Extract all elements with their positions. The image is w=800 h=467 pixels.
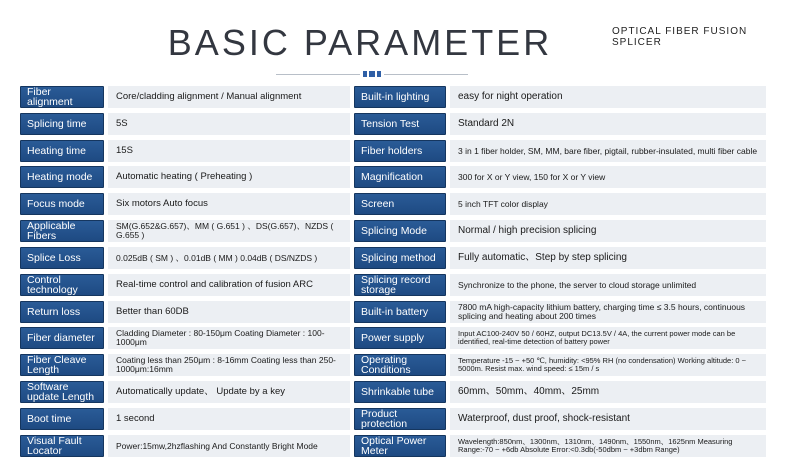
page-title: BASIC PARAMETER <box>167 22 553 63</box>
param-value: 15S <box>108 140 350 162</box>
param-row <box>20 354 350 376</box>
param-row <box>20 435 350 457</box>
param-row <box>354 247 766 269</box>
param-label: Operating Conditions <box>354 354 446 376</box>
param-value: Wavelength:850nm、1300nm、1310nm、1490nm、1550nm、1625nm Measuring Range:-70 ~ +6db Absolute Error:<0.3db(-50dbm ~ +3dbm Range) <box>450 435 766 457</box>
param-value: Automatic heating ( Preheating ) <box>108 166 350 188</box>
param-label: Return loss <box>20 301 104 323</box>
param-value: 60mm、50mm、40mm、25mm <box>450 381 766 403</box>
param-row <box>354 140 766 162</box>
param-row <box>20 327 350 349</box>
param-label: Fiber alignment <box>20 86 104 108</box>
product-subtitle: OPTICAL FIBER FUSION SPLICER <box>612 26 748 48</box>
param-label: Splicing record storage <box>354 274 446 296</box>
param-label: Screen <box>354 193 446 215</box>
param-row <box>354 435 766 457</box>
param-label: Applicable Fibers <box>20 220 104 242</box>
param-label: Product protection <box>354 408 446 430</box>
param-label: Shrinkable tube <box>354 381 446 403</box>
param-label: Splicing method <box>354 247 446 269</box>
param-value: Automatically update、 Update by a key <box>108 381 350 403</box>
param-value: Power:15mw,2hzflashing And Constantly Bright Mode <box>108 435 350 457</box>
param-value: Cladding Diameter : 80-150μm Coating Diameter : 100-1000μm <box>108 327 350 349</box>
param-label: Heating time <box>20 140 104 162</box>
param-row <box>354 301 766 323</box>
param-value: Fully automatic、Step by step splicing <box>450 247 766 269</box>
param-label: Fiber diameter <box>20 327 104 349</box>
param-row <box>20 113 350 135</box>
param-row <box>354 193 766 215</box>
param-row <box>20 381 350 403</box>
param-label: Splicing time <box>20 113 104 135</box>
param-row <box>20 86 350 108</box>
title-divider-left <box>276 74 360 75</box>
param-value: Synchronize to the phone, the server to cloud storage unlimited <box>450 274 766 296</box>
param-row <box>20 301 350 323</box>
param-value: 5 inch TFT color display <box>450 193 766 215</box>
param-label: Magnification <box>354 166 446 188</box>
param-row <box>354 408 766 430</box>
param-label: Focus mode <box>20 193 104 215</box>
param-row <box>354 166 766 188</box>
param-value: 300 for X or Y view, 150 for X or Y view <box>450 166 766 188</box>
param-value: Coating less than 250μm : 8-16mm Coating less than 250-1000μm:16mm <box>108 354 350 376</box>
param-value: Standard 2N <box>450 113 766 135</box>
param-row <box>354 113 766 135</box>
title-divider-dots <box>363 71 381 77</box>
title-divider-right <box>384 74 468 75</box>
param-row <box>354 86 766 108</box>
param-row <box>20 193 350 215</box>
param-label: Control technology <box>20 274 104 296</box>
param-row <box>354 220 766 242</box>
param-value: 7800 mA high-capacity lithium battery, charging time ≤ 3.5 hours, continuous splicing and heating about 200 times <box>450 301 766 323</box>
param-row <box>354 274 766 296</box>
param-value: 5S <box>108 113 350 135</box>
param-value: SM(G.652&G.657)、MM ( G.651 ) 、DS(G.657)、NZDS ( G.655 ) <box>108 220 350 242</box>
param-label: Tension Test <box>354 113 446 135</box>
param-row <box>20 140 350 162</box>
param-value: Waterproof, dust proof, shock-resistant <box>450 408 766 430</box>
param-row <box>354 354 766 376</box>
param-label: Built-in lighting <box>354 86 446 108</box>
param-value: Normal / high precision splicing <box>450 220 766 242</box>
param-value: Input AC100-240V 50 / 60HZ, output DC13.5V / 4A, the current power mode can be identified, real-time detection of battery power <box>450 327 766 349</box>
param-value: 0.025dB ( SM ) 、0.01dB ( MM ) 0.04dB ( DS/NZDS ) <box>108 247 350 269</box>
param-row <box>354 381 766 403</box>
param-label: Built-in battery <box>354 301 446 323</box>
param-label: Boot time <box>20 408 104 430</box>
param-row <box>20 220 350 242</box>
param-value: 1 second <box>108 408 350 430</box>
param-label: Fiber Cleave Length <box>20 354 104 376</box>
param-value: Temperature -15 ~ +50 ℃, humidity: <95% RH (no condensation) Working altitude: 0 ~ 5000m. Resist max. wind speed: ≤ 15m / s <box>450 354 766 376</box>
param-label: Visual Fault Locator <box>20 435 104 457</box>
param-value: 3 in 1 fiber holder, SM, MM, bare fiber, pigtail, rubber-insulated, multi fiber cable <box>450 140 766 162</box>
param-value: Real-time control and calibration of fusion ARC <box>108 274 350 296</box>
param-row <box>20 166 350 188</box>
param-label: Software update Length <box>20 381 104 403</box>
param-value: Six motors Auto focus <box>108 193 350 215</box>
param-value: Core/cladding alignment / Manual alignment <box>108 86 350 108</box>
param-value: Better than 60DB <box>108 301 350 323</box>
param-label: Fiber holders <box>354 140 446 162</box>
param-row <box>20 247 350 269</box>
param-value: easy for night operation <box>450 86 766 108</box>
param-label: Splice Loss <box>20 247 104 269</box>
param-label: Splicing Mode <box>354 220 446 242</box>
param-label: Optical Power Meter <box>354 435 446 457</box>
param-row <box>354 327 766 349</box>
param-label: Heating mode <box>20 166 104 188</box>
param-row <box>20 408 350 430</box>
param-row <box>20 274 350 296</box>
param-label: Power supply <box>354 327 446 349</box>
